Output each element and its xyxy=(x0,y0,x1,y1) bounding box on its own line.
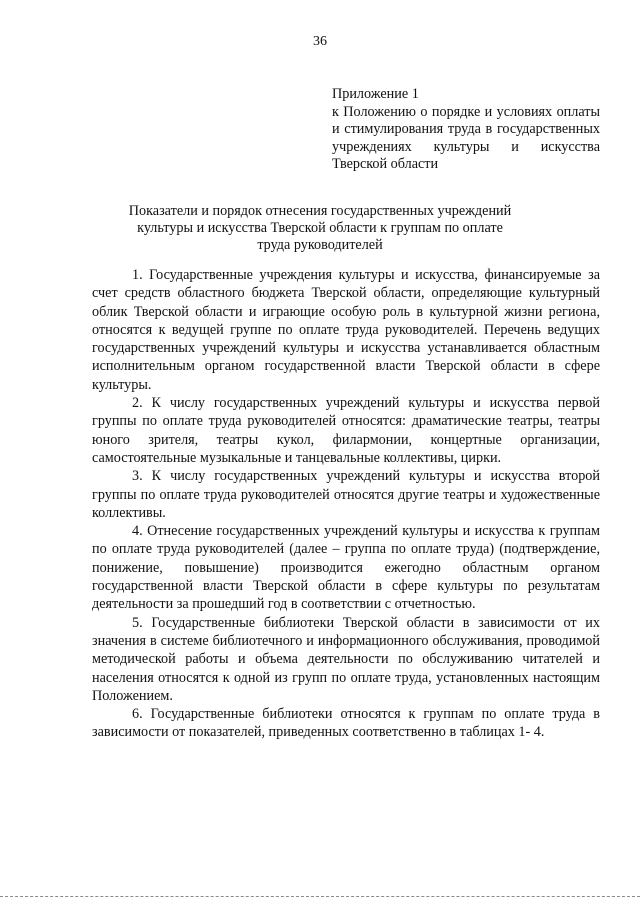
document-title: Показатели и порядок отнесения государственных учреждений культуры и искусства Тверской области к группам по оплате труда руководителей xyxy=(128,203,512,254)
document-body xyxy=(92,266,600,742)
paragraph-1: 1. Государственные учреждения культуры и искусства, финансируемые за счет средств областного бюджета Тверской области, определяющие культурный облик Тверской области и играющие особую роль в культурной жизни региона, относятся к ведущей группе по оплате труда руководителей. Перечень ведущих государственных учреждений культуры и искусства устанавливается областным исполнительным органом государственной власти Тверской области в сфере культуры. xyxy=(92,267,600,393)
paragraph-6: 6. Государственные библиотеки относятся к группам по оплате труда в зависимости от показателей, приведенных соответственно в таблицах 1- 4. xyxy=(92,706,600,741)
appendix-block xyxy=(332,86,600,174)
paragraph-4: 4. Отнесение государственных учреждений культуры и искусства к группам по оплате труда руководителей (далее – группа по оплате труда) (подтверждение, понижение, повышение) производится ежегодно областным органом государственной власти Тверской области в сфере культуры по результатам деятельности за прошедший год в соответствии с отчетностью. xyxy=(92,523,600,613)
paragraph-3: 3. К числу государственных учреждений культуры и искусства второй группы по оплате труда руководителей относятся другие театры и художественные коллективы. xyxy=(92,468,600,521)
appendix-title: Приложение 1 xyxy=(332,86,419,102)
page-number: 36 xyxy=(313,34,327,49)
paragraph-2: 2. К числу государственных учреждений культуры и искусства первой группы по оплате труда руководителей относятся: драматические театры, театры юного зрителя, театры кукол, филармонии, концертные организации, самостоятельные музыкальные и танцевальные коллективы, цирки. xyxy=(92,395,600,466)
scan-bottom-edge xyxy=(0,896,640,897)
appendix-text: к Положению о порядке и условиях оплаты и стимулирования труда в государственных учреждениях культуры и искусства Тверской области xyxy=(332,103,600,172)
paragraph-5: 5. Государственные библиотеки Тверской области в зависимости от их значения в системе библиотечного и информационного обслуживания, проводимой методической работы и объема деятельности по обслуживанию читателей и населения относятся к одной из групп по оплате труда, установленных настоящим Положением. xyxy=(92,614,600,704)
